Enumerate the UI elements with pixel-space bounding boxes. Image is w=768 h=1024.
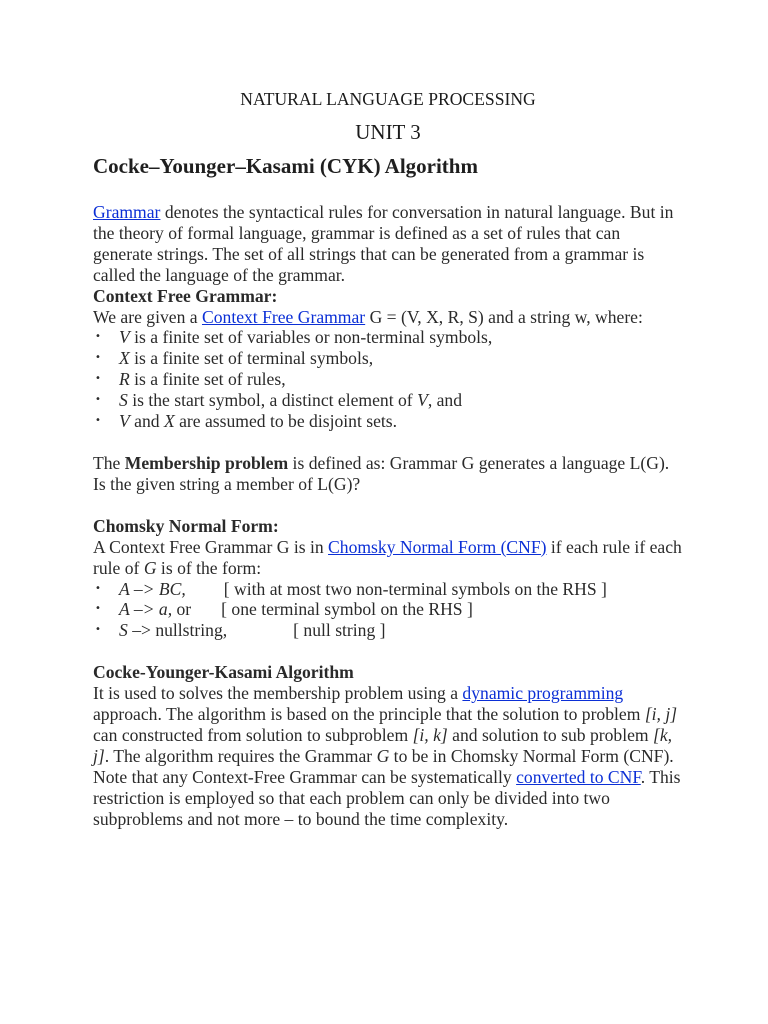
cnf-heading: Chomsky Normal Form: <box>93 515 279 536</box>
list-item: • X is a finite set of terminal symbols, <box>93 348 683 369</box>
document-body <box>93 88 683 829</box>
converted-to-cnf-link[interactable]: converted to CNF <box>516 766 641 787</box>
section-title: Cocke–Younger–Kasami (CYK) Algorithm <box>93 154 478 178</box>
list-item: • S is the start symbol, a distinct element of V, and <box>93 390 683 411</box>
cfg-bullet-list <box>93 327 683 432</box>
membership-paragraph: The Membership problem is defined as: Grammar G generates a language L(G). Is the given string a member of L(G)? <box>93 452 670 494</box>
grammar-link[interactable]: Grammar <box>93 202 161 222</box>
cnf-rule-list <box>93 579 683 642</box>
cfg-link[interactable]: Context Free Grammar <box>201 306 366 327</box>
list-item: • R is a finite set of rules, <box>93 369 683 390</box>
cfg-paragraph: We are given a Context Free Grammar G = (V, X, R, S) and a string w, where: <box>93 306 643 327</box>
cyk-paragraph: It is used to solves the membership problem using a dynamic programming approach. The algorithm is based on the principle that the solution to problem [i, j] can constructed from solution to subproblem [i, k] and solution to sub problem [k, j]. The algorithm requires the Grammar G to be in Chomsky Normal Form (CNF). Note that any Context-Free Grammar can be systematically converted to CNF. This restriction is employed so that each problem can only be divided into two subproblems and not more – to bound the time complexity. <box>93 683 681 829</box>
cfg-heading: Context Free Grammar: <box>93 285 278 306</box>
list-item: • V is a finite set of variables or non-terminal symbols, <box>93 327 683 348</box>
list-item: • A –> a, or [ one terminal symbol on the RHS ] <box>93 599 683 620</box>
unit-title: UNIT 3 <box>355 120 421 144</box>
course-title: NATURAL LANGUAGE PROCESSING <box>240 89 536 109</box>
list-item: • A –> BC, [ with at most two non-terminal symbols on the RHS ] <box>93 579 683 600</box>
cnf-link[interactable]: Chomsky Normal Form (CNF) <box>328 536 547 557</box>
intro-paragraph: Grammar denotes the syntactical rules for conversation in natural language. But in the theory of formal language, grammar is defined as a set of rules that can generate strings. The set of all strings that can be generated from a grammar is called the language of the grammar. <box>93 202 674 285</box>
list-item: • S –> nullstring, [ null string ] <box>93 620 683 641</box>
cyk-heading: Cocke-Younger-Kasami Algorithm <box>93 662 354 683</box>
dynamic-programming-link[interactable]: dynamic programming <box>462 683 624 704</box>
cnf-paragraph: A Context Free Grammar G is in Chomsky Normal Form (CNF) if each rule if each rule of G is of the form: <box>93 536 682 578</box>
list-item: • V and X are assumed to be disjoint sets. <box>93 411 683 432</box>
